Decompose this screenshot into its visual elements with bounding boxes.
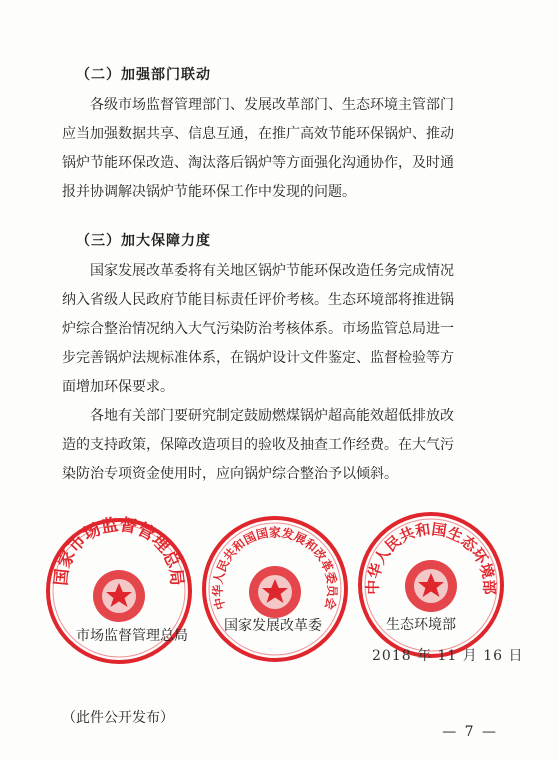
section-heading-2: （二）加强部门联动 (76, 67, 211, 83)
text-line: 报并协调解决锅炉节能环保工作中发现的问题。 (62, 184, 356, 200)
seal-signature: 市场监督管理总局 (76, 628, 188, 644)
text-line: 国家发展改革委将有关地区锅炉节能环保改造任务完成情况 (90, 263, 454, 279)
text-line: 染防治专项资金使用时，应向锅炉综合整治予以倾斜。 (62, 466, 398, 482)
text-line: 炉综合整治情况纳入大气污染防治考核体系。市场监管总局进一 (62, 321, 454, 337)
seal-ring-text: 中华人民共和国生态环境部 (363, 520, 499, 595)
text-line: 各地有关部门要研究制定鼓励燃煤锅炉超高能效超低排放改 (90, 408, 454, 424)
seal-ring-text: 国家市场监督管理总局 (51, 516, 187, 587)
paragraph-3-1 (62, 257, 520, 402)
text-line: 锅炉节能环保改造、淘汰落后锅炉等方面强化沟通协作，及时通 (62, 155, 454, 171)
page-number: — 7 — (442, 724, 498, 740)
paragraph-3-2 (62, 402, 520, 489)
section-heading-3: （三）加大保障力度 (76, 233, 211, 249)
issue-date: 2018 年 11 月 16 日 (372, 648, 524, 664)
text-line: 各级市场监督管理部门、发展改革部门、生态环境主管部门 (90, 97, 454, 113)
paragraph-2-1 (62, 91, 520, 207)
seal-ecology-environment (356, 510, 506, 660)
text-line: 面增加环保要求。 (62, 379, 174, 395)
seal-market-regulation (44, 516, 194, 666)
text-line: 步完善锅炉法规标准体系，在锅炉设计文件鉴定、监督检验等方 (62, 350, 454, 366)
seal-emblem-icon (200, 514, 350, 664)
text-line: 造的支持政策，保障改造项目的验收及抽查工作经费。在大气污 (62, 437, 454, 453)
seal-emblem-icon (356, 510, 506, 660)
seal-ndrc (200, 514, 350, 664)
text-line: 应当加强数据共享、信息互通，在推广高效节能环保锅炉、推动 (62, 126, 454, 142)
publication-note: （此件公开发布） (62, 710, 174, 726)
seal-signature: 生态环境部 (386, 617, 456, 633)
seal-signature: 国家发展改革委 (224, 618, 322, 634)
seal-ring-text: 中华人民共和国国家发展和改革委员会 (210, 525, 340, 612)
text-line: 纳入省级人民政府节能目标责任评价考核。生态环境部将推进锅 (62, 292, 454, 308)
